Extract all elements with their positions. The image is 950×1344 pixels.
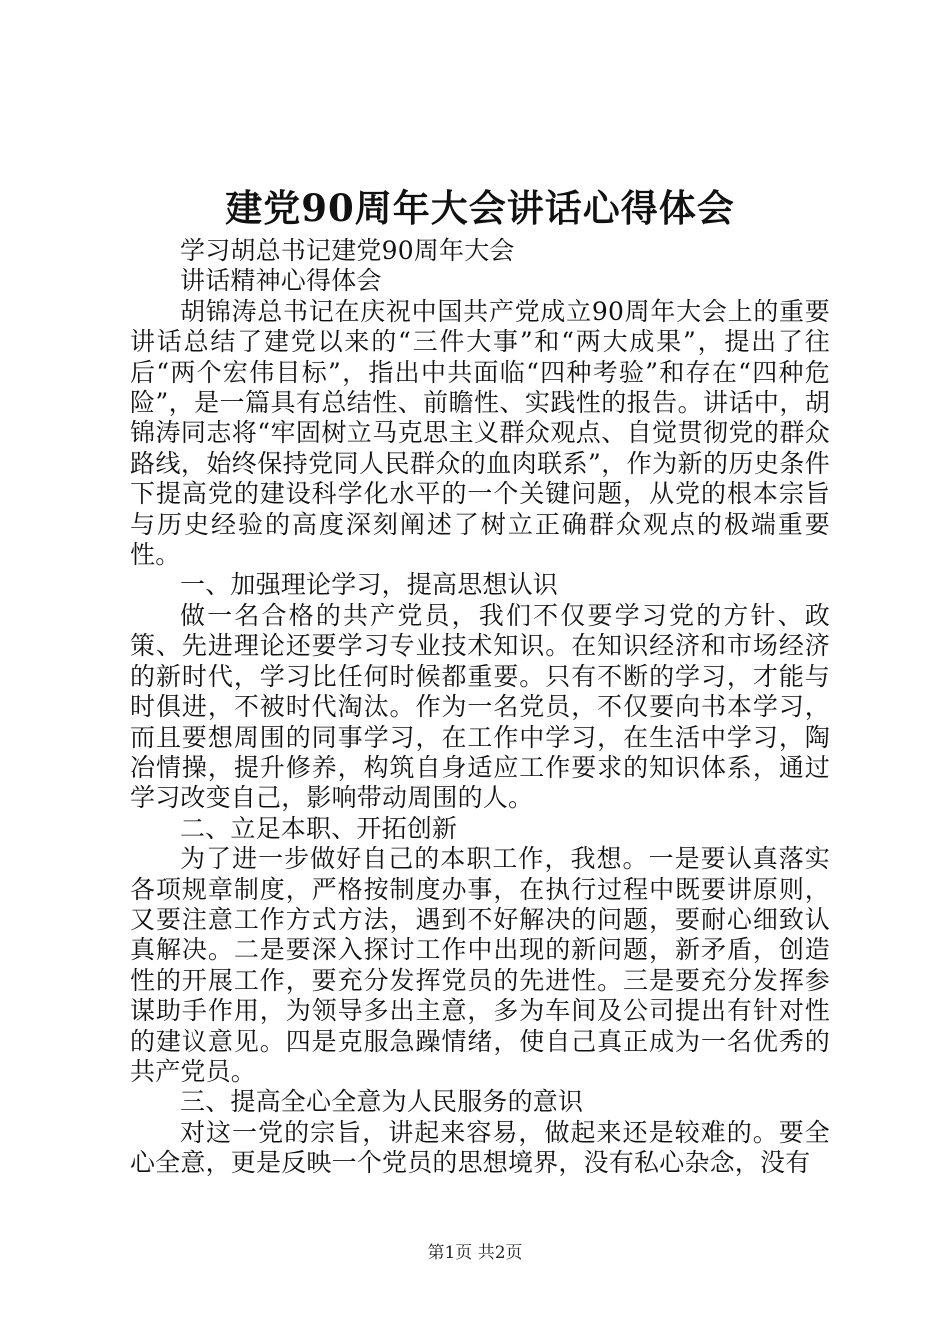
document-title: 建党90周年大会讲话心得体会: [225, 186, 735, 230]
paragraph-intro: 胡锦涛总书记在庆祝中国共产党成立90周年大会上的重要讲话总结了建党以来的“三件大事”和“两大成果”，提出了往后“两个宏伟目标”，指出中共面临“四种考验”和存在“四种危险”，是一篇具有总结性、前瞻性、实践性的报告。讲话中，胡锦涛同志将“牢固树立马克思主义群众观点、自觉贯彻党的群众路线，始终保持党同人民群众的血肉联系”，作为新的历史条件下提高党的建设科学化水平的一个关键问题，从党的根本宗旨与历史经验的高度深刻阐述了树立正确群众观点的极端重要性。: [130, 296, 830, 570]
paragraph-section-2: 为了进一步做好自己的本职工作，我想。一是要认真落实各项规章制度，严格按制度办事，在执行过程中既要讲原则，又要注意工作方式方法，遇到不好解决的问题，要耐心细致认真解决。二是要深入探讨工作中出现的新问题，新矛盾，创造性的开展工作，要充分发挥党员的先进性。三是要充分发挥参谋助手作用，为领导多出主意，多为车间及公司提出有针对性的建议意见。四是克服急躁情绪，使自己真正成为一名优秀的共产党员。: [130, 844, 830, 1086]
paragraph-section-3: 对这一党的宗旨，讲起来容易，做起来还是较难的。要全心全意，更是反映一个党员的思想境界，没有私心杂念，没有: [130, 1117, 830, 1178]
section-heading-3: 三、提高全心全意为人民服务的意识: [180, 1087, 584, 1117]
page-number-footer: 第1页 共2页: [427, 1243, 523, 1263]
paragraph-section-1: 做一名合格的共产党员，我们不仅要学习党的方针、政策、先进理论还要学习专业技术知识。在知识经济和市场经济的新时代，学习比任何时候都重要。只有不断的学习，才能与时俱进，不被时代淘汰。作为一名党员，不仅要向书本学习，而且要想周围的同事学习，在工作中学习，在生活中学习，陶冶情操，提升修养，构筑自身适应工作要求的知识体系，通过学习改变自己，影响带动周围的人。: [130, 600, 830, 813]
document-body: [130, 236, 830, 1179]
section-heading-1: 一、加强理论学习，提高思想认识: [180, 570, 559, 600]
document-page: [130, 182, 830, 1179]
subtitle-line-2: 讲话精神心得体会: [180, 266, 382, 296]
section-heading-2: 二、立足本职、开拓创新: [180, 813, 458, 843]
subtitle-line-1: 学习胡总书记建党90周年大会: [180, 236, 515, 265]
